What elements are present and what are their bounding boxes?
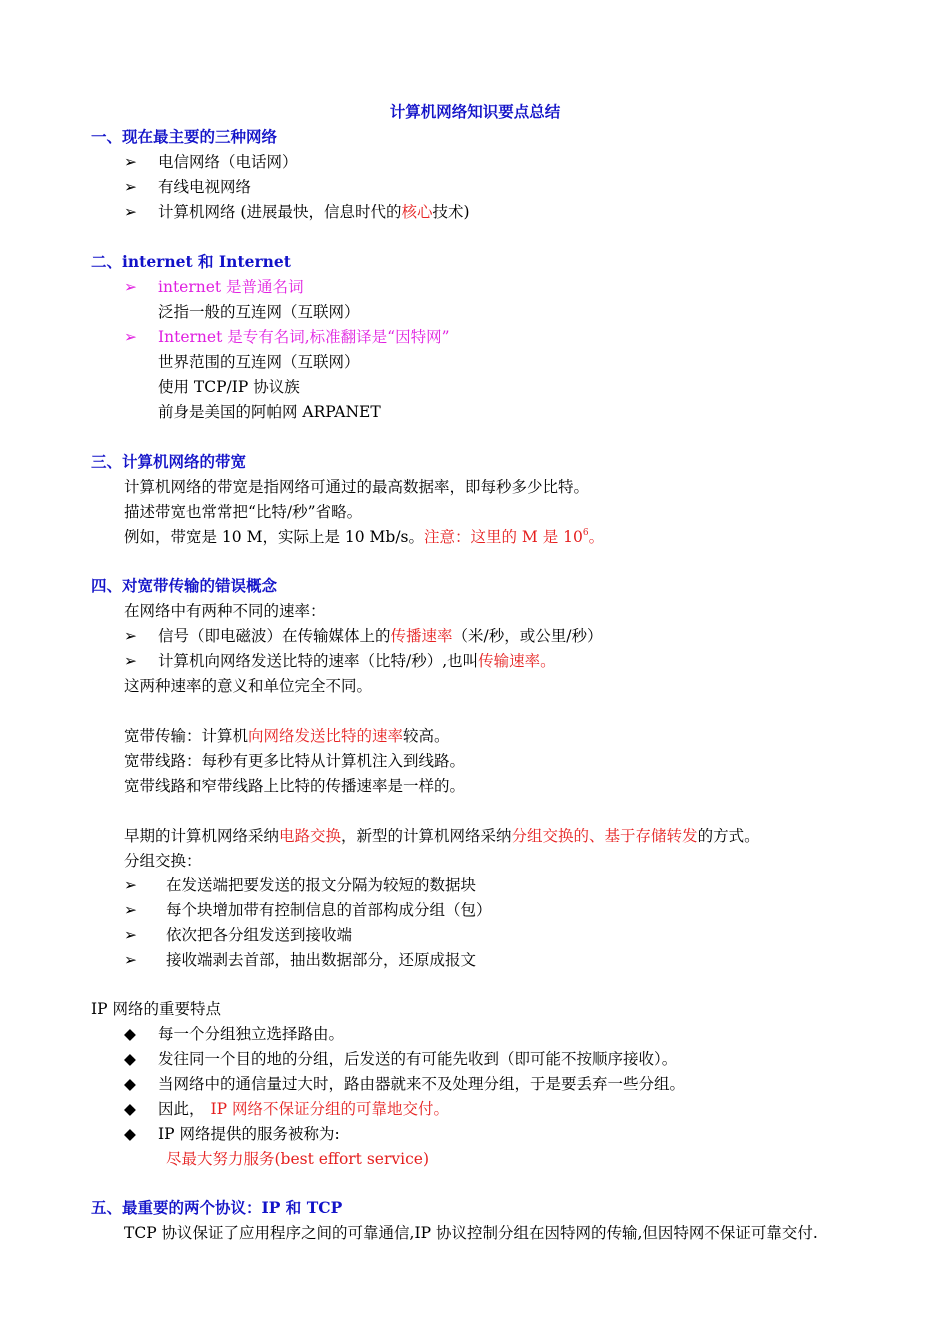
paragraph: 分组交换：	[124, 852, 202, 870]
list-item-desc: 泛指一般的互连网（互联网）	[158, 303, 360, 321]
arrow-bullet-icon: ➢	[124, 278, 137, 296]
section-3-heading: 三、计算机网络的带宽	[91, 452, 247, 471]
diamond-bullet-icon: ◆	[124, 1125, 136, 1143]
list-item: ➢ 计算机网络 (进展最快，信息时代的核心技术)	[124, 203, 470, 221]
list-item: ◆ 当网络中的通信量过大时，路由器就来不及处理分组，于是要丢弃一些分组。	[124, 1075, 686, 1093]
section-1-heading: 一、现在最主要的三种网络	[91, 127, 278, 146]
paragraph: 宽带线路：每秒有更多比特从计算机注入到线路。	[124, 752, 466, 770]
ip-heading: IP 网络的重要特点	[91, 1000, 221, 1018]
diamond-bullet-icon: ◆	[124, 1100, 136, 1118]
list-item: ➢ Internet 是专有名词,标准翻译是“因特网”	[124, 328, 450, 346]
section-5-heading: 五、最重要的两个协议：IP 和 TCP	[91, 1198, 343, 1217]
arrow-bullet-icon: ➢	[124, 328, 137, 346]
section-2-heading: 二、internet 和 Internet	[91, 252, 291, 271]
arrow-bullet-icon: ➢	[124, 627, 137, 645]
paragraph: 描述带宽也常常把“比特/秒”省略。	[124, 503, 363, 521]
list-item-desc: 使用 TCP/IP 协议族	[158, 378, 300, 396]
page-title: 计算机网络知识要点总结	[389, 102, 561, 121]
section-4-heading: 四、对宽带传输的错误概念	[91, 576, 278, 595]
list-item: ➢ 依次把各分组发送到接收端	[124, 926, 353, 944]
list-item: ➢ internet 是普通名词	[124, 278, 304, 296]
arrow-bullet-icon: ➢	[124, 901, 137, 919]
list-item-desc: 世界范围的互连网（互联网）	[158, 353, 360, 371]
diamond-bullet-icon: ◆	[124, 1075, 136, 1093]
paragraph: 早期的计算机网络采纳电路交换，新型的计算机网络采纳分组交换的、基于存储转发的方式。	[124, 827, 760, 845]
arrow-bullet-icon: ➢	[124, 951, 137, 969]
list-item: ➢ 每个块增加带有控制信息的首部构成分组（包）	[124, 901, 492, 919]
list-item: ◆ 每一个分组独立选择路由。	[124, 1025, 345, 1043]
list-item: ➢ 有线电视网络	[124, 178, 252, 196]
arrow-bullet-icon: ➢	[124, 153, 137, 171]
list-item: ◆ IP 网络提供的服务被称为:	[124, 1125, 340, 1143]
arrow-bullet-icon: ➢	[124, 178, 137, 196]
superscript: 6	[582, 528, 589, 538]
paragraph: 这两种速率的意义和单位完全不同。	[124, 677, 373, 695]
arrow-bullet-icon: ➢	[124, 652, 137, 670]
paragraph: 例如，带宽是 10 M，实际上是 10 Mb/s。注意：这里的 M 是 $10^6$。	[124, 528, 605, 546]
list-item: ➢ 在发送端把要发送的报文分隔为较短的数据块	[124, 876, 477, 894]
list-item-desc: 前身是美国的阿帕网 ARPANET	[158, 403, 381, 421]
list-item: ➢ 接收端剥去首部，抽出数据部分，还原成报文	[124, 951, 477, 969]
list-item: ➢ 计算机向网络发送比特的速率（比特/秒）,也叫传输速率。	[124, 652, 556, 670]
service-name: 尽最大努力服务(best effort service)	[166, 1150, 429, 1168]
arrow-bullet-icon: ➢	[124, 203, 137, 221]
paragraph: 宽带线路和窄带线路上比特的传播速率是一样的。	[124, 777, 466, 795]
arrow-bullet-icon: ➢	[124, 926, 137, 944]
list-item: ➢ 电信网络（电话网）	[124, 153, 298, 171]
paragraph: 在网络中有两种不同的速率：	[124, 602, 326, 620]
paragraph: 计算机网络的带宽是指网络可通过的最高数据率，即每秒多少比特。	[124, 478, 590, 496]
list-item: ◆ 发往同一个目的地的分组，后发送的有可能先收到（即可能不按顺序接收）。	[124, 1050, 678, 1068]
diamond-bullet-icon: ◆	[124, 1025, 136, 1043]
arrow-bullet-icon: ➢	[124, 876, 137, 894]
paragraph: TCP 协议保证了应用程序之间的可靠通信,IP 协议控制分组在因特网的传输,但因特网不保证可靠交付.	[124, 1224, 818, 1242]
diamond-bullet-icon: ◆	[124, 1050, 136, 1068]
list-item: ➢ 信号（即电磁波）在传输媒体上的传播速率（米/秒，或公里/秒）	[124, 627, 603, 645]
list-item: ◆ 因此， IP 网络不保证分组的可靠地交付。	[124, 1100, 449, 1118]
paragraph: 宽带传输：计算机向网络发送比特的速率较高。	[124, 727, 450, 745]
